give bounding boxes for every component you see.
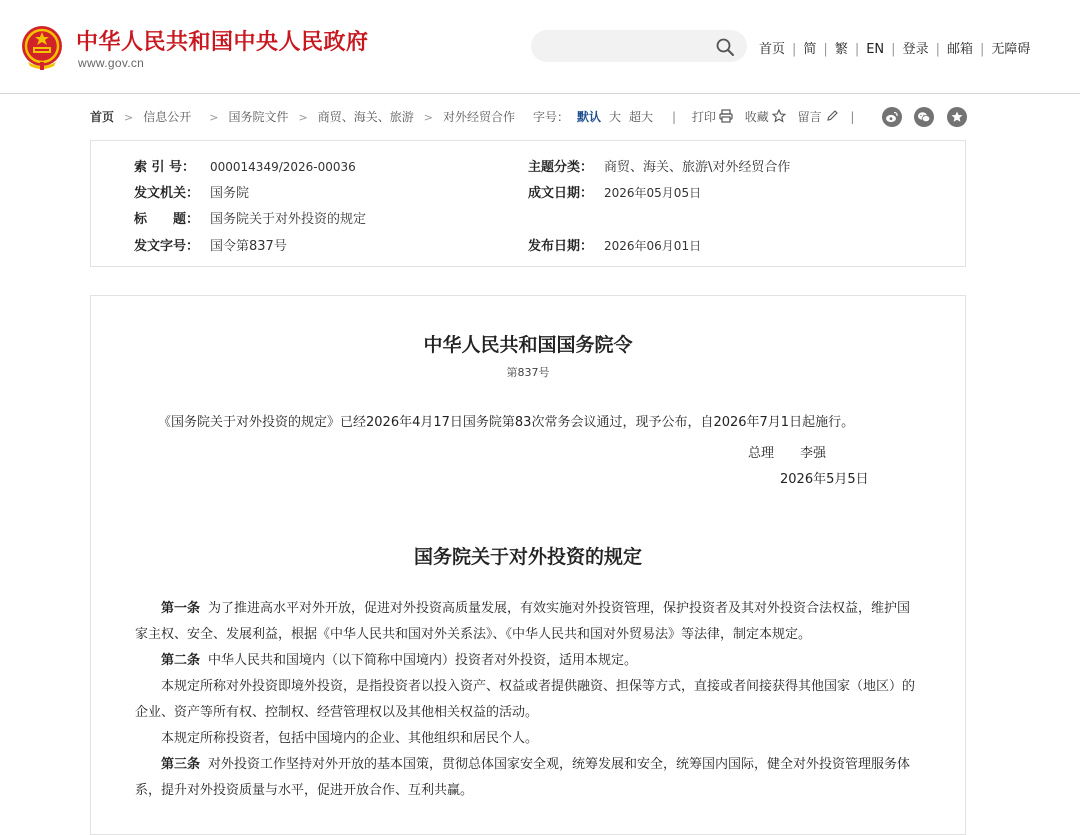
header-divider [0,93,1080,94]
meta-published-value: 2026年06月01日 [604,239,702,253]
article-2-para-2: 本规定所称对外投资即境外投资，是指投资者以投入资产、权益或者提供融资、担保等方式，直接或者间接获得其他国家（地区）的企业、资产等所有权、控制权、经营管理权以及其他相关权益的活动。 [135,679,916,720]
meta-docno-value: 国令第837号 [210,239,287,254]
article-1 [135,596,921,648]
article-tools [660,108,866,125]
article-2-label: 第二条 [161,653,201,668]
print-button[interactable] [692,110,741,124]
site-url[interactable]: www.gov.cn [78,56,145,70]
meta-title-label: 标 题： [134,212,200,227]
search-icon[interactable] [715,37,735,57]
article-3-label: 第三条 [161,757,201,772]
order-number: 第837号 [506,366,550,379]
meta-title-value: 国务院关于对外投资的规定 [210,212,367,227]
meta-index [134,156,356,175]
chevron-right-icon: > [298,111,308,124]
wechat-icon [917,110,931,124]
article-3-text: 对外投资工作坚持对外开放的基本国策，贯彻总体国家安全观，统筹发展和安全，统筹国内国际，健全对外投资管理服务体系，提升对外投资质量与水平，促进开放合作、互利共赢。 [135,757,911,798]
meta-published [528,235,701,254]
font-size-default[interactable]: 默认 [577,110,602,124]
article-2 [135,648,921,674]
chevron-right-icon: > [124,111,134,124]
sign-date: 2026年5月5日 [780,472,869,487]
printer-icon [719,109,733,123]
nav-login[interactable]: 登录 [902,42,929,57]
regulation-title: 国务院关于对外投资的规定 [413,546,642,568]
meta-created-label: 成文日期： [528,186,594,201]
meta-issuer-label: 发文机关： [134,186,200,201]
meta-title [134,208,366,227]
article-2-para-3: 本规定所称投资者，包括中国境内的企业、其他组织和居民个人。 [161,731,539,746]
meta-created [528,182,701,201]
announcement-text: 《国务院关于对外投资的规定》已经2026年4月17日国务院第83次常务会议通过，现予公布，自2026年7月1日起施行。 [158,415,855,430]
signer-title: 总理 [748,446,775,461]
breadcrumb-foreign-trade[interactable]: 对外经贸合作 [442,110,515,124]
nav-english[interactable]: EN [866,42,885,57]
breadcrumb-state-council-docs[interactable]: 国务院文件 [228,110,289,124]
article-2-text: 中华人民共和国境内（以下简称中国境内）投资者对外投资，适用本规定。 [208,653,638,668]
article-1-text: 为了推进高水平对外开放，促进对外投资高质量发展，有效实施对外投资管理，保护投资者及其对外投资合法权益，维护国家主权、安全、发展利益，根据《中华人民共和国对外关系法》、《中华人民共和国对外贸易法》等法律，制定本规定。 [135,601,911,642]
top-nav [759,38,1030,57]
meta-published-label: 发布日期： [528,239,594,254]
meta-issuer-value: 国务院 [210,186,250,201]
nav-traditional[interactable]: 繁 [834,42,848,57]
signer-name: 李强 [800,446,827,461]
order-title: 中华人民共和国国务院令 [423,334,633,356]
meta-topic [528,156,790,175]
comment-label: 留言 [797,110,822,124]
document-metadata [90,140,966,267]
chevron-right-icon: > [209,111,219,124]
meta-created-value: 2026年05月05日 [604,186,702,200]
breadcrumb-trade-customs-tourism[interactable]: 商贸、海关、旅游 [317,110,414,124]
meta-index-label: 索 引 号： [134,160,196,175]
nav-separator: | [891,42,896,57]
site-header [0,0,1080,94]
nav-separator: | [935,42,940,57]
favorite-share-button[interactable] [947,107,967,127]
font-size-large[interactable]: 大 [609,110,622,124]
print-label: 打印 [691,110,716,124]
meta-topic-label: 主题分类： [528,160,594,175]
wechat-share-button[interactable] [914,107,934,127]
meta-topic-value: 商贸、海关、旅游\对外经贸合作 [604,160,791,175]
site-title[interactable]: 中华人民共和国中央人民政府 [76,30,369,55]
breadcrumb-info-public[interactable]: 信息公开 [143,110,192,124]
meta-issuer [134,182,249,201]
national-emblem-icon[interactable] [20,24,64,72]
meta-docno [134,235,287,254]
font-size-switcher [533,108,657,125]
toolbar-separator: | [672,110,677,124]
nav-accessibility[interactable]: 无障碍 [991,42,1031,57]
meta-docno-label: 发文字号： [134,239,200,254]
font-size-label: 字号： [533,110,570,124]
nav-separator: | [792,42,797,57]
toolbar-separator: | [850,110,855,124]
star-icon [950,110,964,124]
document-body [90,295,966,835]
nav-home[interactable]: 首页 [759,42,786,57]
breadcrumb-home[interactable]: 首页 [90,110,115,124]
nav-mail[interactable]: 邮箱 [946,42,973,57]
favorite-label: 收藏 [744,110,769,124]
nav-simplified[interactable]: 简 [803,42,817,57]
nav-separator: | [823,42,828,57]
comment-button[interactable] [798,110,847,124]
star-icon [772,109,786,123]
breadcrumb [90,108,515,125]
favorite-button[interactable] [745,110,794,124]
weibo-icon [885,110,899,124]
nav-separator: | [979,42,985,57]
article-3 [135,752,921,804]
meta-index-value: 000014349/2026-00036 [210,160,356,174]
article-1-label: 第一条 [161,601,201,616]
signature-line [748,442,826,461]
weibo-share-button[interactable] [882,107,902,127]
font-size-xlarge[interactable]: 超大 [629,110,654,124]
chevron-right-icon: > [423,111,433,124]
pencil-icon [825,109,839,123]
nav-separator: | [854,42,860,57]
